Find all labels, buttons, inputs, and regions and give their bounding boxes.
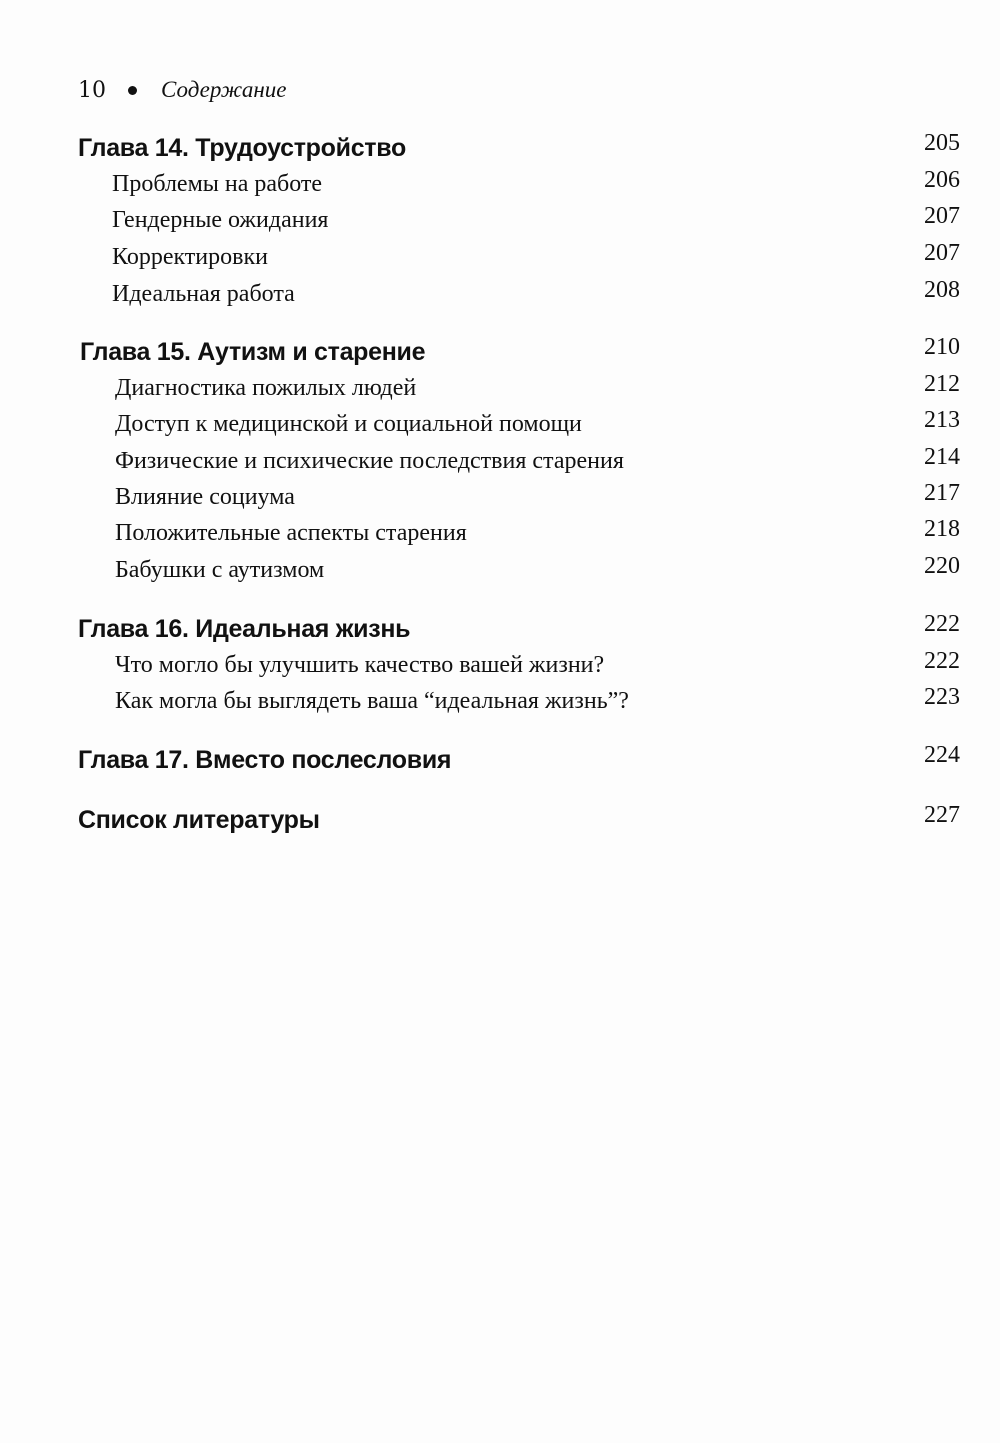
toc-entry-title: Список литературы <box>78 806 320 834</box>
toc-entry-title: Положительные аспекты старения <box>115 520 467 546</box>
toc-entry-title: Что могло бы улучшить качество вашей жизни? <box>115 652 605 678</box>
toc-section[interactable] <box>0 684 1000 722</box>
toc-entry-page: 224 <box>924 742 960 768</box>
toc-section[interactable] <box>0 167 1000 205</box>
toc-entry-page: 222 <box>924 611 960 637</box>
toc-entry-page: 205 <box>924 130 960 156</box>
toc-entry-title: Бабушки с аутизмом <box>115 557 325 583</box>
toc-entry-title: Диагностика пожилых людей <box>115 375 417 401</box>
toc-entry-title: Глава 14. Трудоустройство <box>78 134 406 162</box>
toc-entry-title: Доступ к медицинской и социальной помощи <box>115 411 582 437</box>
running-head <box>78 72 286 108</box>
running-head-title: Содержание <box>161 77 287 102</box>
toc-section[interactable] <box>0 553 1000 591</box>
toc-entry-page: 206 <box>924 167 960 193</box>
toc-entry-page: 210 <box>924 334 960 360</box>
toc-entry-title: Гендерные ожидания <box>112 207 329 233</box>
toc-entry-page: 208 <box>924 277 960 303</box>
toc-chapter-15[interactable] <box>0 334 1000 372</box>
toc-entry-title: Как могла бы выглядеть ваша “идеальная жизнь”? <box>115 688 629 714</box>
toc-entry-page: 223 <box>924 684 960 710</box>
toc-section[interactable] <box>0 516 1000 554</box>
toc-entry-page: 218 <box>924 516 960 542</box>
toc-entry-page: 207 <box>924 203 960 229</box>
bullet-icon <box>128 86 137 95</box>
toc-entry-page: 214 <box>924 444 960 470</box>
toc-section[interactable] <box>0 371 1000 409</box>
toc-entry-title: Проблемы на работе <box>112 171 323 197</box>
toc-section[interactable] <box>0 480 1000 518</box>
toc-entry-page: 212 <box>924 371 960 397</box>
toc-entry-title: Корректировки <box>112 244 268 270</box>
toc-entry-title: Физические и психические последствия старения <box>115 448 624 474</box>
toc-references[interactable] <box>0 802 1000 840</box>
toc-entry-title: Идеальная работа <box>112 281 295 307</box>
toc-chapter-16[interactable] <box>0 611 1000 649</box>
toc-section[interactable] <box>0 444 1000 482</box>
toc-entry-page: 222 <box>924 648 960 674</box>
toc-entry-page: 217 <box>924 480 960 506</box>
toc-section[interactable] <box>0 407 1000 445</box>
toc-section[interactable] <box>0 203 1000 241</box>
toc-entry-page: 207 <box>924 240 960 266</box>
toc-chapter-14[interactable] <box>0 130 1000 168</box>
toc-entry-title: Глава 16. Идеальная жизнь <box>78 615 411 643</box>
toc-section[interactable] <box>0 240 1000 278</box>
toc-entry-title: Глава 15. Аутизм и старение <box>80 338 426 366</box>
toc-entry-page: 220 <box>924 553 960 579</box>
toc-section[interactable] <box>0 648 1000 686</box>
toc-entry-page: 213 <box>924 407 960 433</box>
page-number: 10 <box>78 77 106 103</box>
toc-entry-title: Глава 17. Вместо послесловия <box>78 746 452 774</box>
toc-section[interactable] <box>0 277 1000 315</box>
toc-entry-title: Влияние социума <box>115 484 295 510</box>
toc-entry-page: 227 <box>924 802 960 828</box>
toc-chapter-17[interactable] <box>0 742 1000 780</box>
